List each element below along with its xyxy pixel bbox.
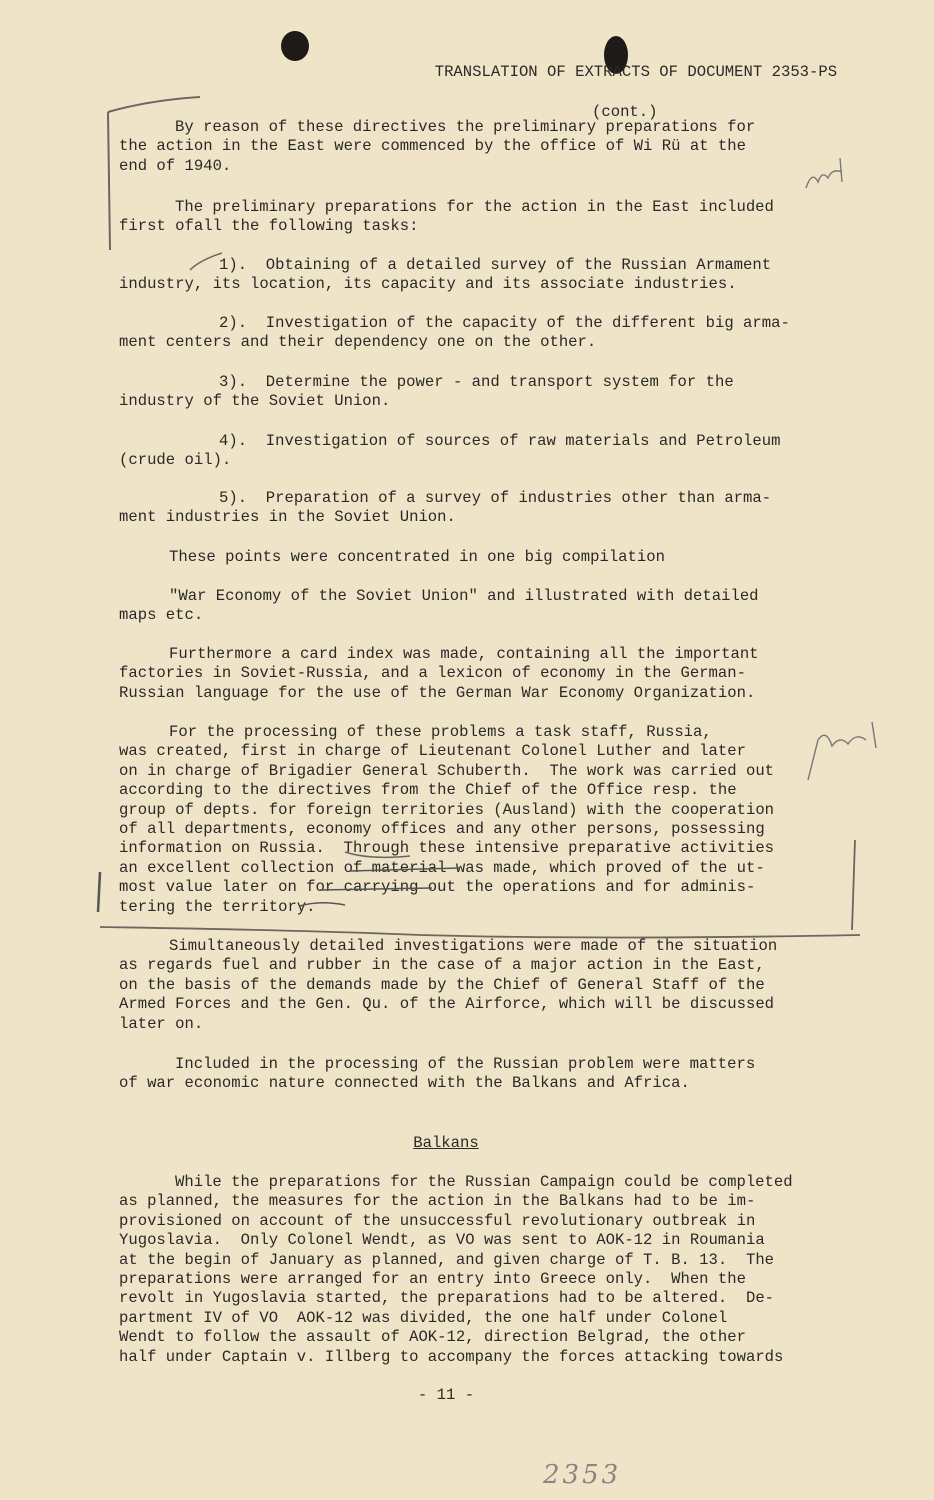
list-item: [119, 432, 819, 471]
text-line: For the processing of these problems a task staff, Russia,: [169, 723, 712, 741]
text-line: tering the territory.: [119, 897, 316, 916]
text-line: These points were concentrated in one big compilation: [169, 548, 665, 566]
text-line: Included in the processing of the Russian problem were matters: [175, 1055, 756, 1073]
text-line: of all departments, economy offices and any other persons, possessing: [119, 820, 765, 839]
text-line: 1). Obtaining of a detailed survey of the Russian Armament: [219, 256, 772, 274]
handwritten-document-number: 2353: [543, 1460, 622, 1490]
text-line: Yugoslavia. Only Colonel Wendt, as VO was sent to AOK-12 in Roumania: [119, 1231, 765, 1250]
list-item: [119, 489, 819, 528]
header-title: TRANSLATION OF EXTRACTS OF DOCUMENT 2353-PS: [434, 63, 838, 81]
text-line: 3). Determine the power - and transport system for the: [219, 373, 734, 391]
text-line: (crude oil).: [119, 451, 232, 470]
paragraph: [119, 723, 819, 917]
text-line: was created, first in charge of Lieutenant Colonel Luther and later: [119, 742, 746, 761]
text-line: the action in the East were commenced by the office of Wi Rü at the: [119, 137, 746, 156]
paragraph: [119, 1055, 819, 1094]
text-line: according to the directives from the Chief of the Office resp. the: [119, 781, 737, 800]
text-line: industry, its location, its capacity and its associate industries.: [119, 275, 737, 294]
section-heading-text: Balkans: [413, 1134, 479, 1152]
text-line: as planned, the measures for the action in the Balkans had to be im-: [119, 1192, 756, 1211]
text-line: first ofall the following tasks:: [119, 217, 419, 236]
list-item: [119, 314, 819, 353]
text-line: as regards fuel and rubber in the case of a major action in the East,: [119, 956, 765, 975]
text-line: at the begin of January as planned, and given charge of T. B. 13. The: [119, 1250, 775, 1269]
text-line: half under Captain v. Illberg to accompany the forces attacking towards: [119, 1347, 784, 1366]
text-line: "War Economy of the Soviet Union" and illustrated with detailed: [169, 587, 759, 605]
paragraph: [119, 645, 819, 703]
paragraph: [119, 548, 819, 567]
text-line: While the preparations for the Russian Campaign could be completed: [175, 1173, 793, 1191]
paragraph: [119, 1173, 819, 1367]
text-line: end of 1940.: [119, 156, 232, 175]
text-line: The preliminary preparations for the action in the East included: [175, 198, 774, 216]
text-line: Furthermore a card index was made, containing all the important: [169, 645, 759, 663]
text-line: Wendt to follow the assault of AOK-12, direction Belgrad, the other: [119, 1328, 746, 1347]
text-line: maps etc.: [119, 606, 204, 625]
text-line: ment industries in the Soviet Union.: [119, 508, 456, 527]
text-line: Russian language for the use of the German War Economy Organization.: [119, 683, 756, 702]
text-line: 2). Investigation of the capacity of the different big arma-: [219, 314, 790, 332]
text-line: revolt in Yugoslavia started, the preparations had to be altered. De-: [119, 1289, 775, 1308]
text-line: factories in Soviet-Russia, and a lexicon of economy in the German-: [119, 664, 746, 683]
text-line: ment centers and their dependency one on the other.: [119, 333, 597, 352]
header-subtitle: (cont.): [592, 103, 658, 121]
punch-hole: [281, 31, 309, 61]
text-line: most value later on for carrying out the operations and for adminis-: [119, 878, 756, 897]
text-line: on in charge of Brigadier General Schuberth. The work was carried out: [119, 761, 775, 780]
text-line: partment IV of VO AOK-12 was divided, the one half under Colonel: [119, 1308, 728, 1327]
paragraph: [119, 118, 819, 176]
text-line: 4). Investigation of sources of raw materials and Petroleum: [219, 432, 781, 450]
text-line: of war economic nature connected with the Balkans and Africa.: [119, 1074, 690, 1093]
text-line: Simultaneously detailed investigations were made of the situation: [169, 937, 778, 955]
text-line: information on Russia. Through these intensive preparative activities: [119, 839, 775, 858]
text-line: industry of the Soviet Union.: [119, 392, 391, 411]
section-heading: [0, 1134, 892, 1152]
text-line: preparations were arranged for an entry into Greece only. When the: [119, 1270, 746, 1289]
text-line: 5). Preparation of a survey of industries other than arma-: [219, 489, 772, 507]
paragraph: [119, 937, 819, 1034]
list-item: [119, 256, 819, 295]
text-line: on the basis of the demands made by the Chief of General Staff of the: [119, 975, 765, 994]
text-line: later on.: [119, 1014, 204, 1033]
text-line: an excellent collection of material was made, which proved of the ut-: [119, 858, 765, 877]
text-line: By reason of these directives the preliminary preparations for: [175, 118, 756, 136]
paragraph: [119, 198, 819, 237]
margin-bracket-bottom: [98, 872, 100, 912]
text-line: provisioned on account of the unsuccessful revolutionary outbreak in: [119, 1211, 756, 1230]
text-line: Armed Forces and the Gen. Qu. of the Airforce, which will be discussed: [119, 995, 775, 1014]
paragraph: [119, 587, 819, 626]
page-number: - 11 -: [417, 1386, 475, 1404]
list-item: [119, 373, 819, 412]
text-line: group of depts. for foreign territories (Ausland) with the cooperation: [119, 800, 775, 819]
